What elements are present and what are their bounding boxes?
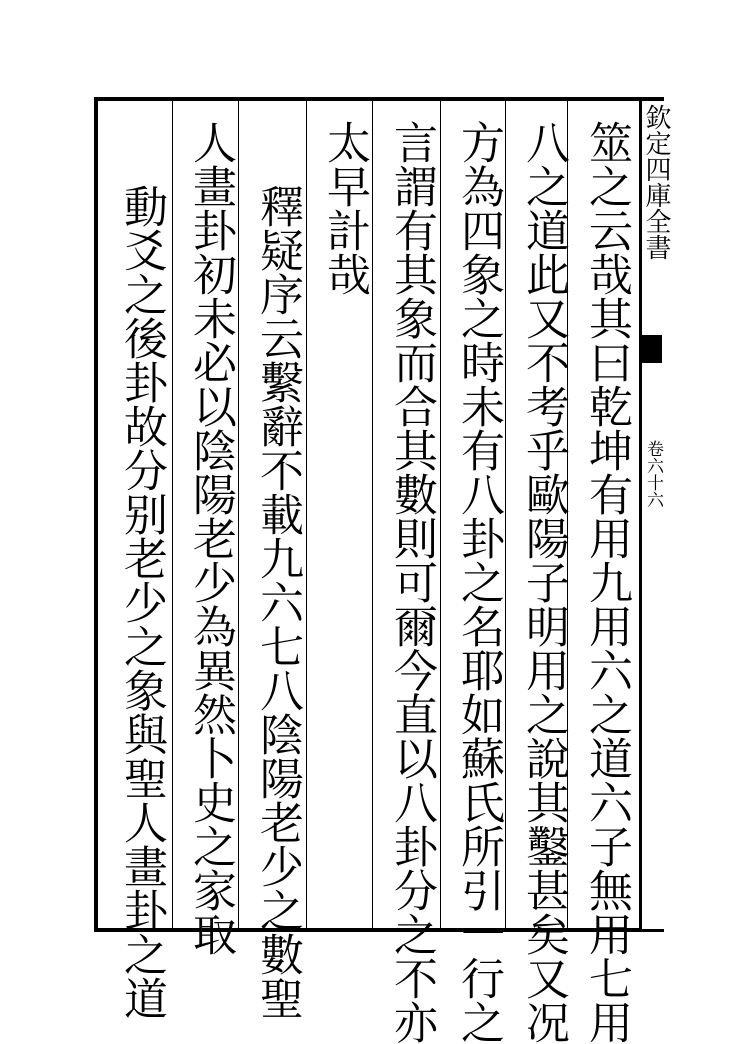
text-column-2: 八之道此又不考乎歐陽子明用之說其鑿甚矣又况 [518,120,569,1044]
book-title: 欽定四庫全書 [641,104,671,260]
text-column-8: 動爻之後卦故分别老少之象與聖人畫卦之道 [116,184,167,1020]
column-rule [372,101,373,928]
text-column-4: 言謂有其象而合其數則可爾今直以八卦分之不亦 [386,120,437,1044]
text-column-7: 人畫卦初未必以陰陽老少為異然卜史之家取 [185,120,236,956]
text-column-6: 釋疑序云繫辭不載九六七八陰陽老少之數聖 [252,184,303,1020]
fishtail-mark-icon [642,335,662,363]
text-column-3: 方為四象之時未有八卦之名耶如蘇氏所引一行之 [453,120,504,1044]
text-column-5: 太早計哉 [319,120,370,296]
column-rule [238,101,239,928]
column-rule [306,101,307,928]
column-rule [440,101,441,928]
column-rule [172,101,173,928]
text-column-1: 筮之云哉其曰乾坤有用九用六之道六子無用七用 [581,120,632,1044]
juan-label: 卷六十六 [643,440,663,508]
